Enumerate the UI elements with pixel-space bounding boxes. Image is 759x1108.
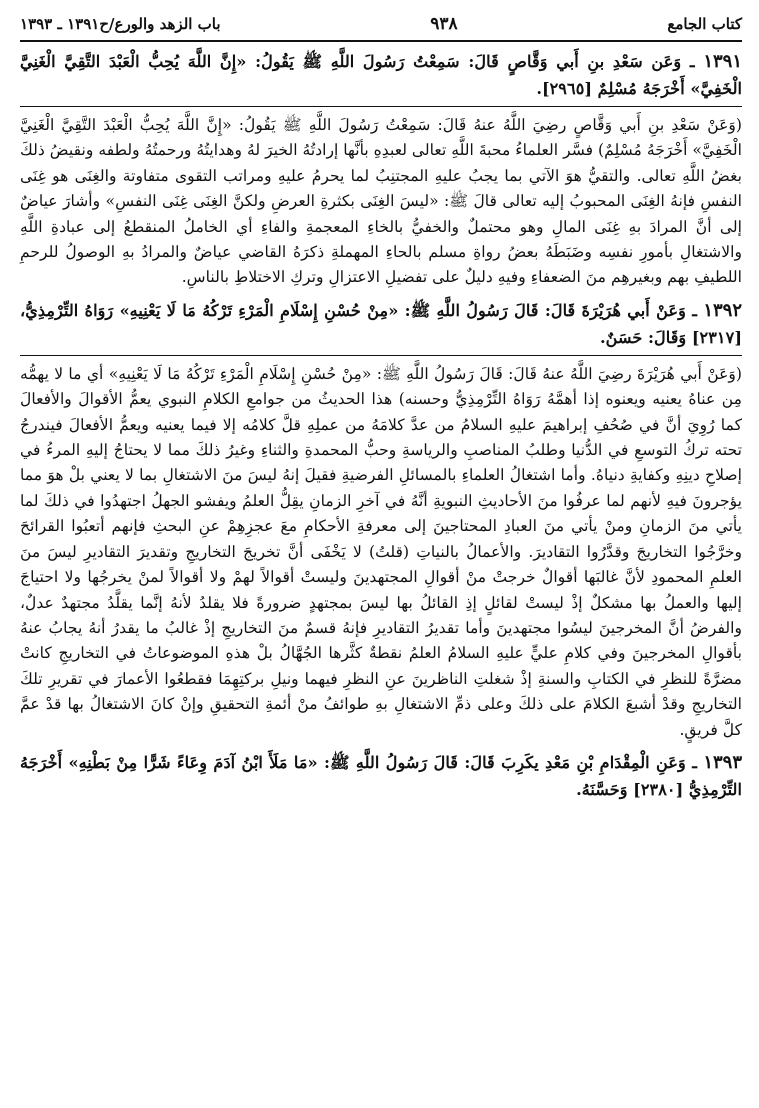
commentary-1391: (وَعَنْ سَعْدِ بنِ أَبي وَقَّاصٍ رضِيَ اللَّهُ عنهُ قَالَ: سَمِعْتُ رَسُولَ اللَّهِ ﷺ يَقُولُ: «إِنَّ اللَّهَ يُحِبُّ الْعَبْدَ التَّقِيَّ الْغَنِيَّ الْخَفِيَّ» أَخْرَجَهُ مُسْلِمٌ) فسَّر العلماءُ محبةَ اللَّهِ تعالى لعبدِهِ بأنَّها إرادتُهُ الخيرَ لهُ وهدايتُهُ ورحمتُهُ ولطفه ونقيضُ ذلكَ بغضُ اللَّهِ تعالى. والتقيُّ هوَ الآتي بما يجبُ عليهِ المجتنِبُ لما يحرمُ عليهِ ومراتب التقوى متفاوتة والغِنَى هو غِنَى النفسِ فإنهُ الغِنَى المحبوبُ إليه تعالى قالَ ﷺ: «ليسَ الغِنَى بكثرةِ العرضِ ولكنَّ الغِنَى غِنَى النفسِ» وأشارَ عياضٌ إلى أنَّ المرادَ بهِ غِنَى المالِ وهو محتملٌ والخفيُّ بالخاءِ المعجمةِ والفاءِ أي الخاملُ المنقطعُ إلى عبادةِ اللَّهِ والاشتغالِ بأمورِ نفسِه وضَبَطَهُ بعضُ رواةِ مسلم بالحاءِ المهملةِ ذكرَهُ القاضي عياضٌ والمرادُ بهِ الوصولُ للرحمِ اللطيفِ بهم وبغيرهِم منَ الضعفاءِ وفيهِ دليلٌ على تفضيلِ الاعتزالِ وتركِ الاختلاطِ بالناسِ.	[20, 116, 742, 287]
hadith-1392	[20, 297, 742, 351]
section-divider	[20, 106, 742, 107]
section-divider	[20, 355, 742, 356]
hadith-1393	[20, 749, 742, 803]
hadith-number: ١٣٩٢	[703, 299, 742, 321]
page-number: ٩٣٨	[430, 14, 458, 34]
page-header	[20, 10, 742, 38]
hadith-1391	[20, 48, 742, 102]
hadith-text: ـ وَعَنِ الْمِقْدَامِ بْنِ مَعْدِ يكَرِبَ قَالَ: قَالَ رَسُولُ اللَّهِ ﷺ: «مَا مَلَأَ ابْنُ آدَمَ وِعَاءً شَرًّا مِنْ بَطْنِهِ» أَخْرَجَهُ التِّرْمِذِيُّ [٢٣٨٠] وَحَسَّنَهُ.	[20, 752, 742, 799]
commentary-1392: (وَعَنْ أَبي هُرَيْرَةَ رضِيَ اللَّهُ عنهُ قَالَ: قَالَ رَسُولُ اللَّهِ ﷺ: «مِنْ حُسْنِ إِسْلَامِ الْمَرْءِ تَرْكُهُ مَا لَا يَعْنِيهِ» أي ما لا يهمُّه مِن عناهُ يعنيه ويعنوه إذا أهمَّهُ رَوَاهُ التِّرْمِذِيُّ وحسنه) هذا الحديثُ من جوامعِ الكلامِ النبوي يعمُّ الأقوالَ والأفعالَ كما رُوِيَ أنَّ في صُحُفِ إبراهيمَ عليهِ السلامُ من عدَّ كلامَهُ من عملِهِ قلَّ كلامُه إلا فيما يعنيه ويعمُّ الأفعالَ فيندرجُ تحته تركُ التوسعِ في الدُّنيا وطلبُ المناصبِ والرياسةِ وحبُّ المحمدةِ والثناءِ وغيرُ ذلكَ مما لا يحتاجُ إليهِ المرءُ في إصلاحِ دينِهِ وكفايةِ دنياهُ. وأما اشتغالُ العلماءِ بالمسائلِ الفرضيةِ فقيلَ إنهُ ليسَ منَ الاشتغالِ بما لا يعني بلْ هوَ مما يؤجرونَ فيهِ لأنهم لما عرفُوا منَ الأحاديثِ النبويةِ أنَّهُ في آخرِ الزمانِ يقِلُّ العلمُ ويفشو الجهلُ اجتهدُوا في ذلكَ لما يأتي منَ الزمانِ ومنْ يأتي منَ العبادِ المحتاجينَ إلى معرفةِ الأحكامِ معَ عجزِهِمْ عنِ البحثِ فإنهم أتعبُوا القرائحَ وخرَّجُوا التخاريجَ وقدَّرُوا التقاديرَ. والأعمالُ بالنياتِ (قلتُ) لا يَخْفَى أنَّ تخريجَ التخاريجِ وتقديرَ التقاديرِ ليسَ منَ العلمِ المحمودِ لأنَّ غالبَها أقوالٌ خرجتْ منْ أقوالِ المجتهدينَ وليستْ أقوالاً لهمْ ولا أقوالاً لمنْ يخرجُها ولا احتياجَ إليها والعملُ بها مشكلٌ إذْ ليستْ لقائلٍ إذِ القائلُ بها ليسَ بمجتهدٍ ضرورةً فلا يقلدُ لأنهُ إنَّما يقلَّدُ مجتهدٌ عدلٌ، والفرضُ أنَّ المخرجينَ ليسُوا مجتهدينَ وأما تقديرُ التقاديرِ فإنهُ قسمٌ منَ التخاريجِ إذْ غالبُ ما يقدرُ أنهُ يجابُ عنهُ بأقوالِ المخرجينَ وفي كلامِ عليٍّ عليهِ السلامُ العلمُ نقطةٌ كثَّرها الجُهَّالُ بلْ هذهِ الموضوعاتُ في التخاريجِ كانتْ مضرَّةً للنظرِ في الكتابِ والسنةِ إذْ شغلتِ الناظرينَ عنِ النظرِ فيهما ونيلِ بركتِهِمَا فقطعُوا الأعمارَ في تقريرِ تلكَ التخاريجِ وقدْ أشبعَ الكلامَ على ذلكَ وعلى ذمِّ الاشتغالِ بهِ طوائفُ منْ أئمةِ التحقيقِ وإنْ كانَ الاشتغالُ بها قدْ عمَّ كلَّ فريقٍ.	[20, 364, 742, 739]
chapter-reference: باب الزهد والورع/ح١٣٩١ ـ ١٣٩٣	[20, 15, 221, 33]
hadith-text: ـ وَعَن سَعْدِ بنِ أَبي وَقَّاصٍ قَالَ: سَمِعْتُ رَسُولَ اللَّهِ ﷺ يَقُولُ: «إِنَّ اللَّهَ يُحِبُّ الْعَبْدَ التَّقِيَّ الْغَنِيَّ الْخَفِيَّ» أَخْرَجَهُ مُسْلِمٌ [٢٩٦٥].	[20, 52, 742, 98]
book-title: كتاب الجامع	[667, 15, 742, 33]
hadith-number: ١٣٩١	[703, 51, 743, 72]
page-body	[20, 40, 742, 1100]
hadith-text: ـ وَعَنْ أَبي هُرَيْرَةَ قَالَ: قَالَ رَسُولُ اللَّهِ ﷺ: «مِنْ حُسْنِ إِسْلَامِ الْمَرْءِ تَرْكُهُ مَا لَا يَعْنِيهِ» رَوَاهُ التِّرْمِذِيُّ، [٢٣١٧] وَقَالَ: حَسَنٌ.	[20, 300, 742, 347]
hadith-number: ١٣٩٣	[703, 751, 742, 773]
